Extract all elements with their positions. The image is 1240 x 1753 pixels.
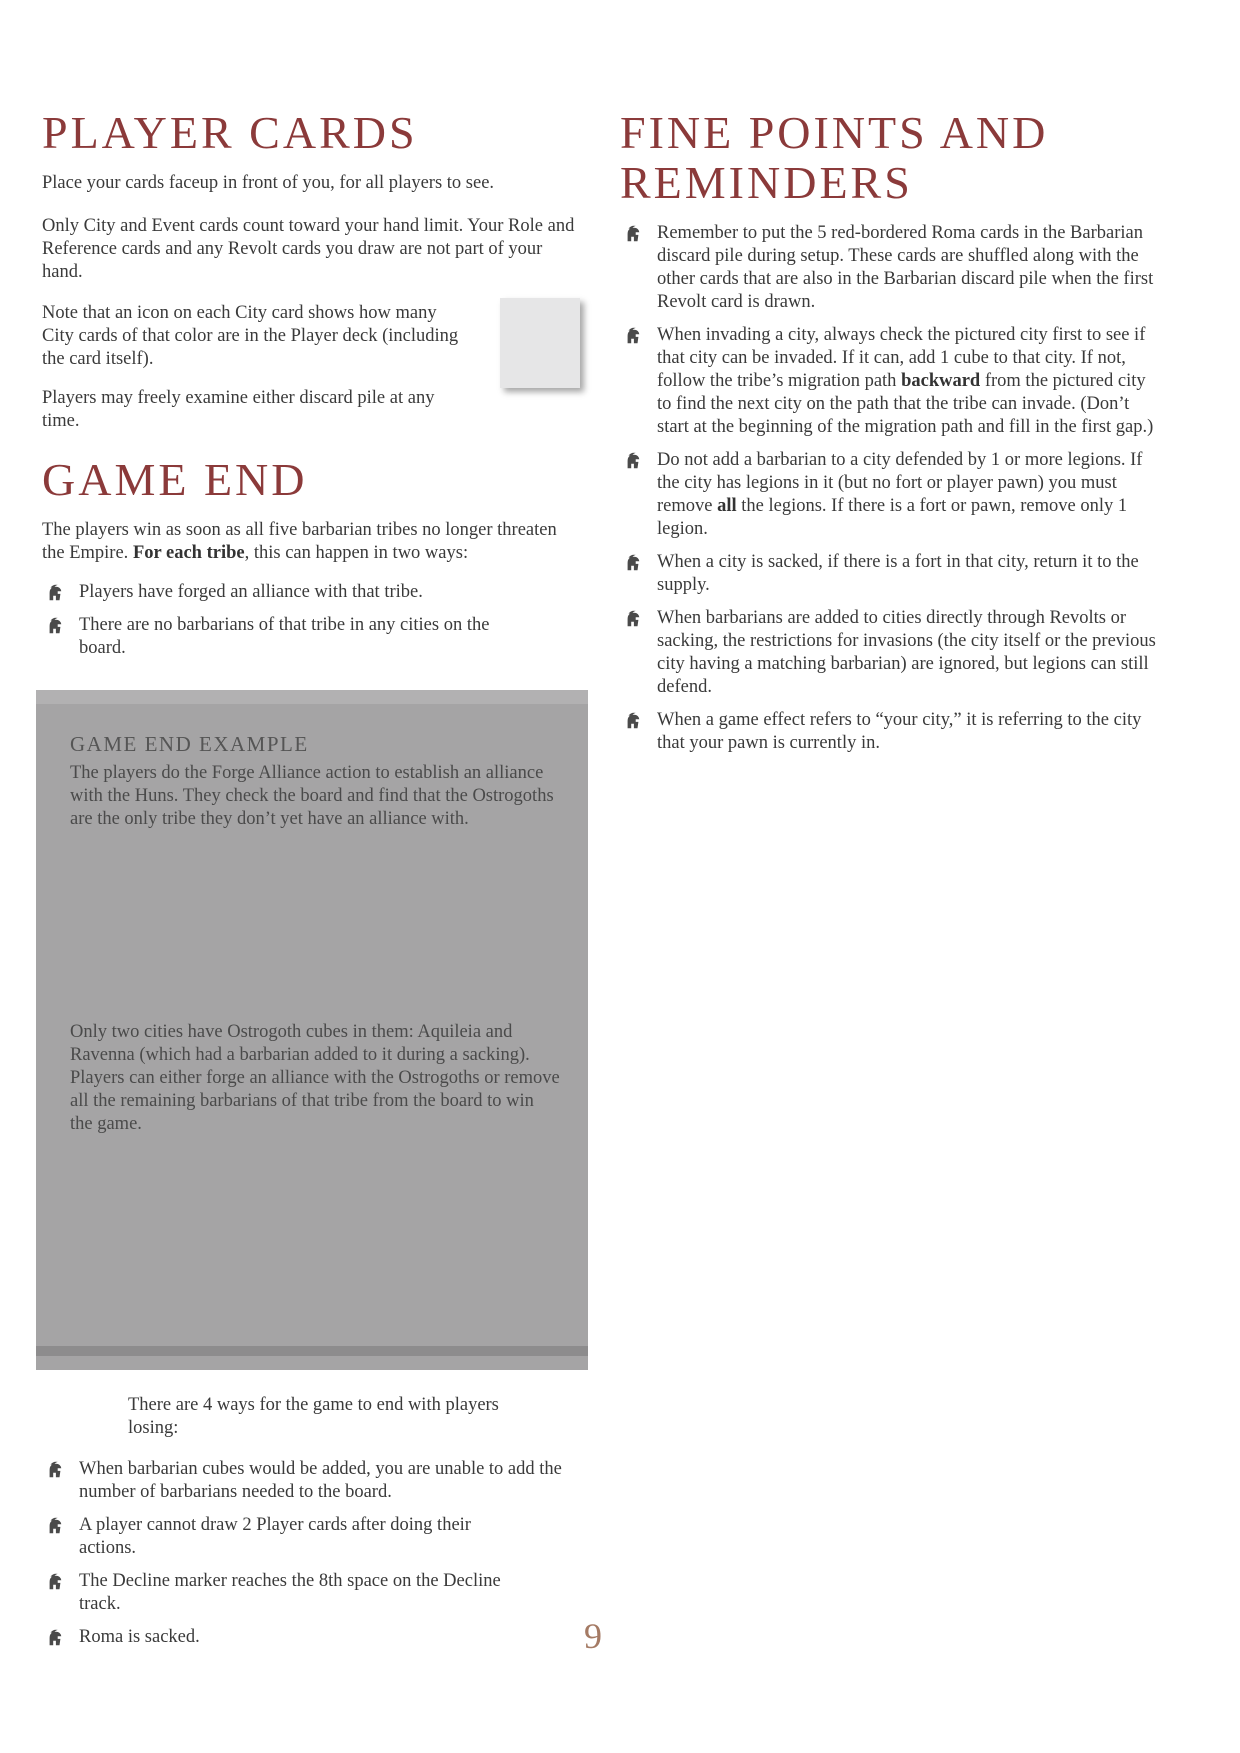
game-end-intro: The players win as soon as all five barbarian tribes no longer threaten the Empire. For each tribe, this can happen in two ways: [42, 520, 557, 563]
helmet-icon [624, 554, 642, 572]
list-item: Roma is sacked. [42, 1626, 582, 1649]
helmet-icon [46, 1517, 64, 1535]
list-item: Do not add a barbarian to a city defended by 1 or more legions. If the city has legions in it (but no fort or player pawn) you must remove all the legions. If there is a fort or pawn, remove only 1 legion. [620, 449, 1160, 541]
page-number: 9 [584, 1616, 602, 1656]
list-item: When barbarian cubes would be added, you are unable to add the number of barbarians needed to the board. [42, 1458, 582, 1504]
player-cards-paragraph-1: Place your cards faceup in front of you, for all players to see. [42, 173, 495, 193]
helmet-icon [624, 225, 642, 243]
list-item: The Decline marker reaches the 8th space on the Decline track. [42, 1570, 529, 1616]
game-end-heading: GAME END [42, 454, 308, 505]
list-item: A player cannot draw 2 Player cards after doing their actions. [42, 1514, 519, 1560]
helmet-icon [624, 327, 642, 345]
example-box-bottom-band [36, 1346, 588, 1356]
helmet-icon [624, 610, 642, 628]
player-cards-paragraph-4: Players may freely examine either discard pile at any time. [42, 388, 435, 431]
list-item: Players have forged an alliance with that tribe. [42, 581, 582, 604]
example-title: GAME END EXAMPLE [70, 732, 309, 756]
win-conditions-list [42, 581, 582, 660]
list-item: Remember to put the 5 red-bordered Roma cards in the Barbarian discard pile during setup. These cards are shuffled along with the other cards that are also in the Barbarian discard pile when the first Revolt card is drawn. [620, 222, 1160, 314]
city-card-thumbnail [500, 298, 580, 388]
fine-points-heading: FINE POINTS AND REMINDERS [620, 107, 1049, 208]
helmet-icon [46, 617, 64, 635]
lose-conditions-list [42, 1458, 582, 1659]
list-item: There are no barbarians of that tribe in any cities on the board. [42, 614, 539, 660]
player-cards-paragraph-3: Note that an icon on each City card shows how many City cards of that color are in the Player deck (including the card itself). [42, 303, 459, 369]
lose-intro: There are 4 ways for the game to end with players losing: [128, 1395, 499, 1438]
example-text-2: Only two cities have Ostrogoth cubes in them: Aquileia and Ravenna (which had a barbarian added to it during a sacking). Players can either forge an alliance with the Ostrogoths or remove all the remaining barbarians of that tribe from the board to win the game. [70, 1022, 560, 1134]
left-column [42, 107, 582, 1647]
example-text-1: The players do the Forge Alliance action to establish an alliance with the Huns. They check the board and find that the Ostrogoths are the only tribe they don’t yet have an alliance with. [70, 763, 554, 829]
example-box-top-edge [36, 690, 588, 704]
right-column [620, 108, 1160, 765]
list-item: When a game effect refers to “your city,” it is referring to the city that your pawn is currently in. [620, 709, 1160, 755]
helmet-icon [624, 712, 642, 730]
helmet-icon [624, 452, 642, 470]
player-cards-heading: PLAYER CARDS [42, 107, 418, 158]
helmet-icon [46, 1629, 64, 1647]
game-end-example-box [36, 690, 588, 1370]
fine-points-list [620, 222, 1160, 755]
list-item: When barbarians are added to cities directly through Revolts or sacking, the restrictions for invasions (the city itself or the previous city having a matching barbarian) are ignored, but legions can still defend. [620, 607, 1160, 699]
helmet-icon [46, 584, 64, 602]
helmet-icon [46, 1461, 64, 1479]
player-cards-paragraph-2: Only City and Event cards count toward your hand limit. Your Role and Reference cards and any Revolt cards you draw are not part of your hand. [42, 216, 575, 282]
list-item: When invading a city, always check the pictured city first to see if that city can be invaded. If it can, add 1 cube to that city. If not, follow the tribe’s migration path backward from the pictured city to find the next city on the path that the tribe can invade. (Don’t start at the beginning of the migration path and fill in the first gap.) [620, 324, 1160, 439]
helmet-icon [46, 1573, 64, 1591]
list-item: When a city is sacked, if there is a fort in that city, return it to the supply. [620, 551, 1160, 597]
